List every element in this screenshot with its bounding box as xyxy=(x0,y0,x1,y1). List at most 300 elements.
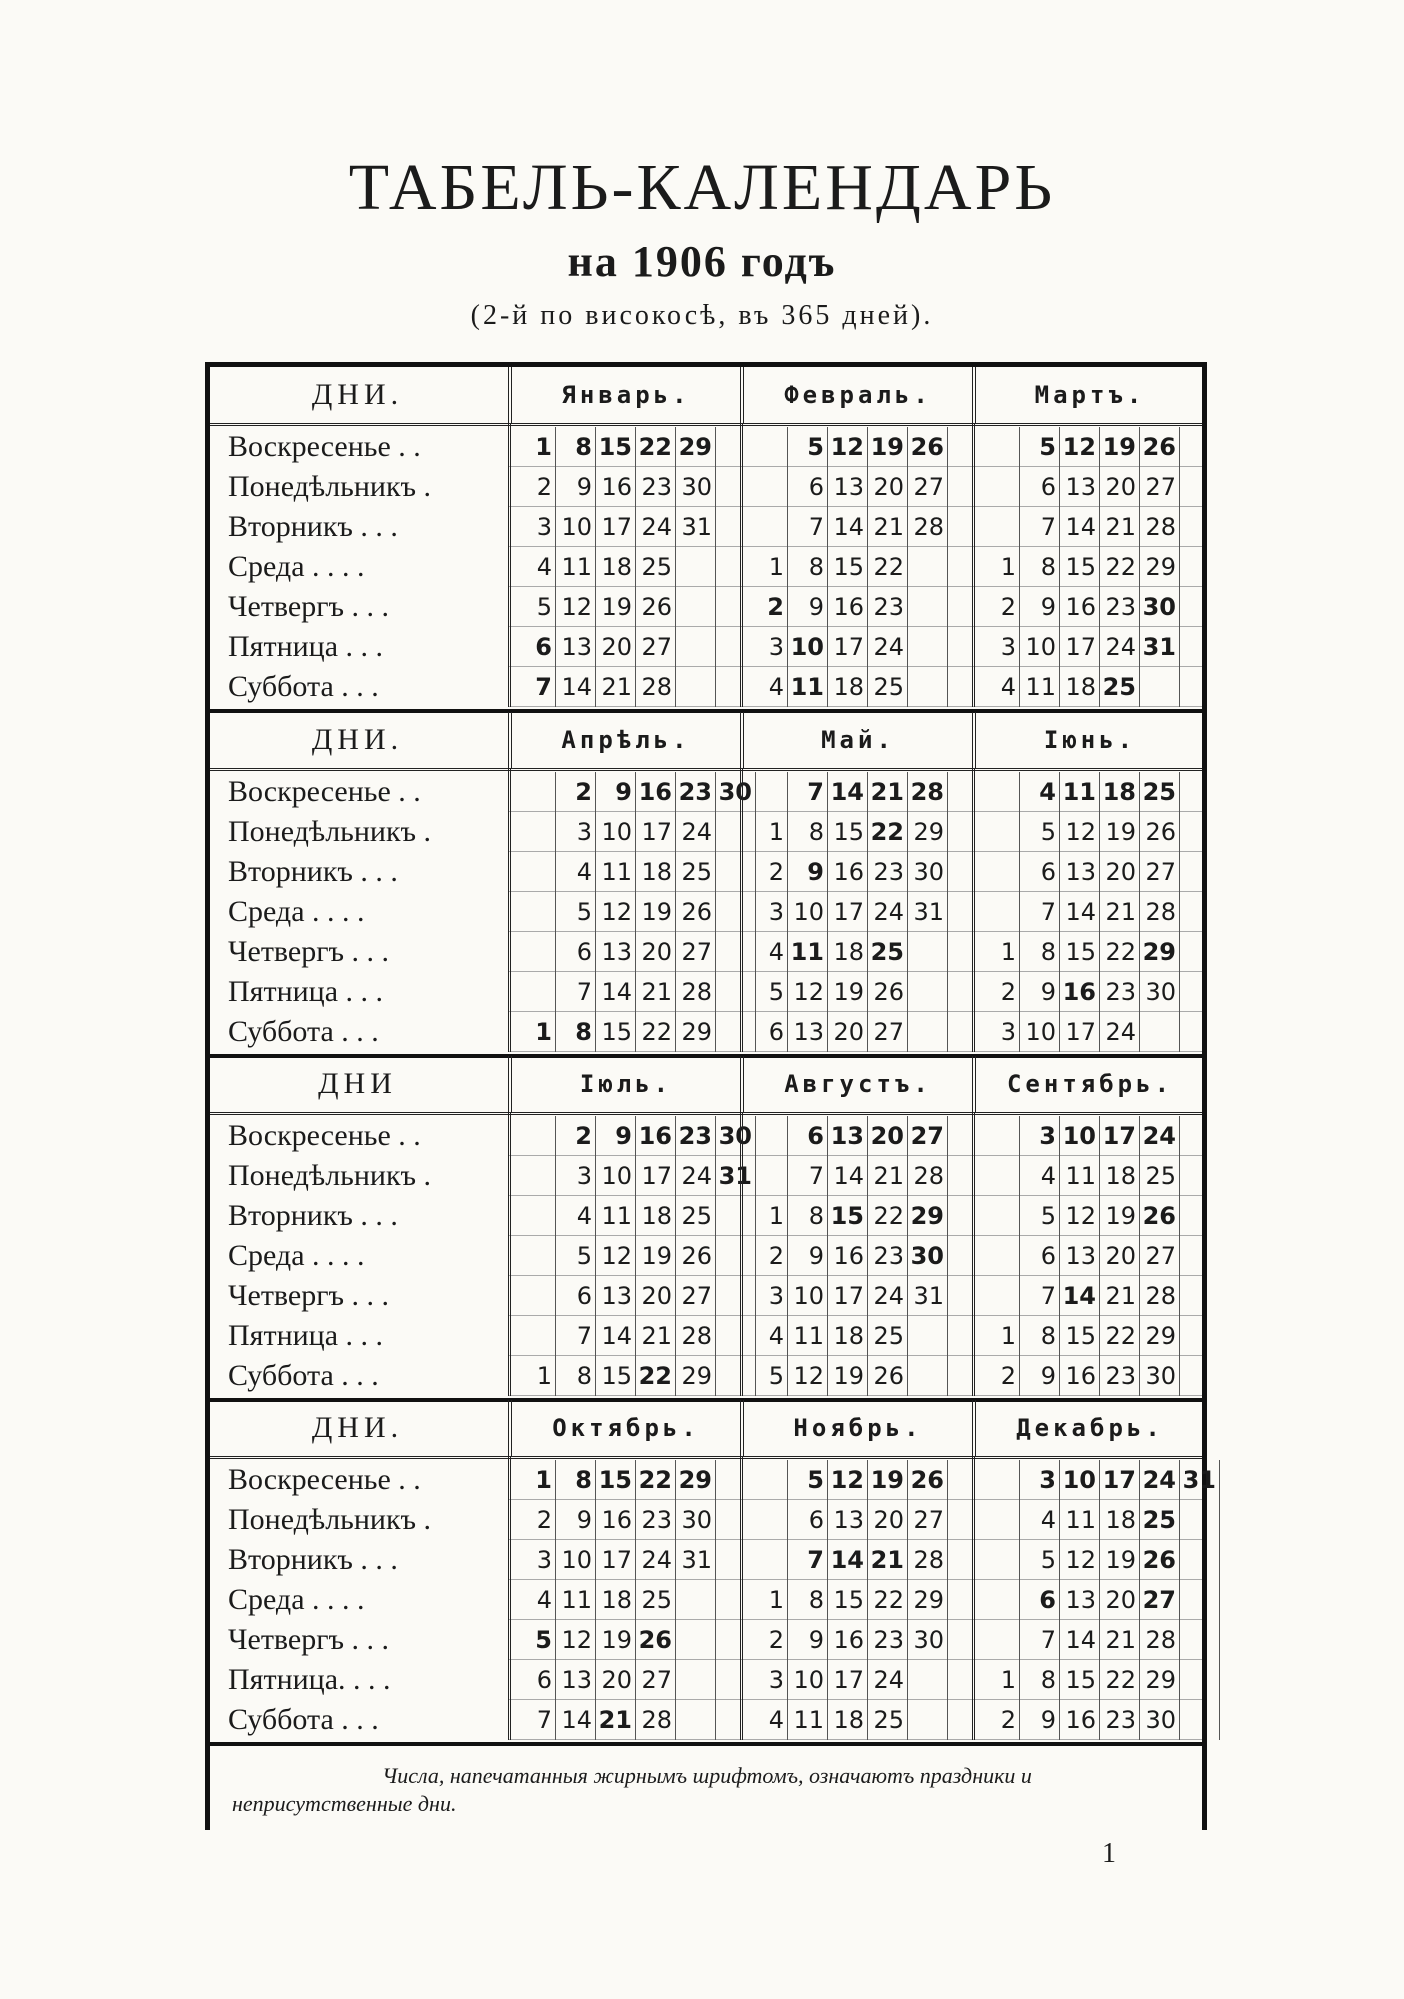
date-cell: 6 xyxy=(788,1500,828,1540)
date-cell: 27 xyxy=(676,1276,716,1316)
date-cell: 16 xyxy=(828,1236,868,1276)
page-subtitle: на 1906 годъ xyxy=(567,237,837,286)
quarter-body xyxy=(210,768,1202,1052)
date-cell: 1 xyxy=(980,547,1020,587)
date-cell: 12 xyxy=(788,1356,828,1396)
date-cell: 15 xyxy=(828,1196,868,1236)
date-cell: 2 xyxy=(748,1620,788,1660)
date-cell: 30 xyxy=(1140,1700,1180,1740)
date-cell xyxy=(1180,1620,1220,1660)
date-cell: 18 xyxy=(828,1316,868,1356)
date-cell: 12 xyxy=(596,892,636,932)
date-cell: 30 xyxy=(676,467,716,507)
day-name: Вторникъ . . . xyxy=(228,855,398,888)
date-cell xyxy=(748,772,788,812)
date-cell: 11 xyxy=(1060,772,1100,812)
date-cell: 10 xyxy=(596,812,636,852)
date-cell: 19 xyxy=(596,1620,636,1660)
date-cell: 5 xyxy=(556,1236,596,1276)
date-cell xyxy=(1180,1540,1220,1580)
date-cell: 27 xyxy=(868,1012,908,1052)
date-cell: 20 xyxy=(868,1500,908,1540)
quarter-header xyxy=(210,1056,1202,1115)
date-cell: 31 xyxy=(676,1540,716,1580)
date-cell: 22 xyxy=(1100,547,1140,587)
date-cell: 8 xyxy=(556,1012,596,1052)
date-cell: 11 xyxy=(556,547,596,587)
date-cell: 25 xyxy=(1140,772,1180,812)
date-cell xyxy=(1140,667,1180,707)
date-cell: 17 xyxy=(1100,1116,1140,1156)
date-cell: 26 xyxy=(636,1620,676,1660)
date-cell: 17 xyxy=(596,1540,636,1580)
page-number: 1 xyxy=(1102,1838,1116,1869)
date-cell: 7 xyxy=(556,1316,596,1356)
date-cell: 2 xyxy=(980,1700,1020,1740)
date-cell xyxy=(1180,1660,1220,1700)
date-cell: 21 xyxy=(596,1700,636,1740)
date-cell: 31 xyxy=(676,507,716,547)
date-cell: 17 xyxy=(1100,1460,1140,1500)
date-cell: 22 xyxy=(636,1012,676,1052)
date-cell: 1 xyxy=(516,1460,556,1500)
date-cell: 23 xyxy=(868,1620,908,1660)
date-cell: 15 xyxy=(828,547,868,587)
date-cell: 12 xyxy=(1060,1540,1100,1580)
date-cell: 20 xyxy=(1100,852,1140,892)
date-cell: 16 xyxy=(828,587,868,627)
date-cell: 17 xyxy=(636,1156,676,1196)
date-cell xyxy=(748,1116,788,1156)
date-cell xyxy=(980,1156,1020,1196)
date-cell: 25 xyxy=(676,852,716,892)
date-cell: 7 xyxy=(1020,1620,1060,1660)
date-cell: 20 xyxy=(596,1660,636,1700)
date-cell: 13 xyxy=(828,467,868,507)
date-cell: 4 xyxy=(1020,772,1060,812)
date-cell: 23 xyxy=(1100,972,1140,1012)
date-cell: 24 xyxy=(676,812,716,852)
date-cell: 25 xyxy=(1100,667,1140,707)
date-cell: 23 xyxy=(868,587,908,627)
date-cell: 24 xyxy=(868,892,908,932)
date-cell xyxy=(748,1540,788,1580)
date-cell: 30 xyxy=(716,1116,756,1156)
date-cell: 13 xyxy=(596,1276,636,1316)
date-cell: 12 xyxy=(556,587,596,627)
date-cell: 6 xyxy=(516,1660,556,1700)
date-cell: 4 xyxy=(1020,1156,1060,1196)
date-cell: 26 xyxy=(676,892,716,932)
date-cell: 21 xyxy=(1100,892,1140,932)
date-cell: 25 xyxy=(868,932,908,972)
date-cell: 3 xyxy=(556,1156,596,1196)
date-cell: 2 xyxy=(556,772,596,812)
date-cell: 4 xyxy=(748,667,788,707)
date-cell: 2 xyxy=(980,972,1020,1012)
date-cell xyxy=(1180,1580,1220,1620)
date-cell: 13 xyxy=(556,627,596,667)
date-cell: 19 xyxy=(868,427,908,467)
date-cell: 21 xyxy=(1100,1276,1140,1316)
date-cell xyxy=(676,1620,716,1660)
date-cell: 13 xyxy=(1060,1580,1100,1620)
date-cell: 26 xyxy=(908,427,948,467)
date-cell: 12 xyxy=(596,1236,636,1276)
date-cell: 15 xyxy=(596,1012,636,1052)
month-separator xyxy=(972,423,975,707)
date-cell: 3 xyxy=(1020,1116,1060,1156)
date-cell xyxy=(516,1236,556,1276)
date-cell: 6 xyxy=(1020,852,1060,892)
date-cell: 24 xyxy=(1100,627,1140,667)
date-cell: 16 xyxy=(1060,587,1100,627)
date-cell xyxy=(676,667,716,707)
date-cell: 8 xyxy=(556,427,596,467)
date-cell: 1 xyxy=(748,1580,788,1620)
date-cell: 6 xyxy=(1020,467,1060,507)
date-cell: 17 xyxy=(828,1660,868,1700)
date-cell: 4 xyxy=(748,932,788,972)
date-cell xyxy=(980,812,1020,852)
date-cell: 5 xyxy=(788,427,828,467)
date-cell: 3 xyxy=(556,812,596,852)
date-cell: 11 xyxy=(1060,1500,1100,1540)
day-name: Среда . . . . xyxy=(228,1239,365,1272)
date-cell: 27 xyxy=(1140,467,1180,507)
date-cell: 7 xyxy=(788,507,828,547)
date-cell: 29 xyxy=(676,427,716,467)
date-cell: 17 xyxy=(1060,627,1100,667)
date-cell: 21 xyxy=(868,1540,908,1580)
date-cell: 26 xyxy=(636,587,676,627)
date-cell xyxy=(676,547,716,587)
day-name: Четвергъ . . . xyxy=(228,1279,390,1312)
date-cell: 14 xyxy=(1060,1620,1100,1660)
date-cell: 20 xyxy=(868,1116,908,1156)
date-cell: 28 xyxy=(908,772,948,812)
block-rule xyxy=(210,1742,1202,1746)
month-separator xyxy=(508,768,511,1052)
date-cell: 10 xyxy=(1020,627,1060,667)
date-cell: 20 xyxy=(636,1276,676,1316)
date-cell: 9 xyxy=(788,1620,828,1660)
date-cell xyxy=(676,1700,716,1740)
date-cell: 23 xyxy=(868,852,908,892)
date-cell: 12 xyxy=(556,1620,596,1660)
date-cell: 20 xyxy=(636,932,676,972)
quarter-block xyxy=(210,367,1202,709)
date-cell: 30 xyxy=(908,852,948,892)
month-separator xyxy=(740,768,743,1052)
month-separator xyxy=(972,768,975,1052)
quarter-body xyxy=(210,1112,1202,1396)
month-name: Апрѣль. xyxy=(508,712,740,768)
date-cell: 31 xyxy=(908,892,948,932)
date-cell: 15 xyxy=(1060,1660,1100,1700)
day-name: Понедѣльникъ . xyxy=(228,1503,432,1536)
month-name: Октябрь. xyxy=(508,1400,740,1456)
date-cell: 11 xyxy=(1020,667,1060,707)
date-cell: 17 xyxy=(636,812,676,852)
date-cell: 28 xyxy=(1140,507,1180,547)
date-cell: 28 xyxy=(1140,892,1180,932)
date-cell: 27 xyxy=(1140,1236,1180,1276)
date-cell xyxy=(516,1196,556,1236)
date-cell xyxy=(516,1156,556,1196)
date-cell xyxy=(676,1580,716,1620)
date-cell xyxy=(676,627,716,667)
date-cell: 31 xyxy=(1180,1460,1220,1500)
date-cell: 14 xyxy=(556,667,596,707)
date-cell: 4 xyxy=(516,547,556,587)
date-cell: 18 xyxy=(1100,1156,1140,1196)
date-cell: 19 xyxy=(636,892,676,932)
date-cell: 14 xyxy=(1060,1276,1100,1316)
date-cell: 22 xyxy=(868,1196,908,1236)
date-cell: 26 xyxy=(868,972,908,1012)
date-cell: 9 xyxy=(1020,1356,1060,1396)
date-cell: 24 xyxy=(676,1156,716,1196)
date-cell: 17 xyxy=(828,892,868,932)
month-separator xyxy=(508,423,511,707)
date-cell: 18 xyxy=(1100,772,1140,812)
date-cell: 29 xyxy=(1140,1316,1180,1356)
date-cell: 12 xyxy=(788,972,828,1012)
month-name: Февраль. xyxy=(740,367,972,423)
date-cell: 23 xyxy=(1100,1700,1140,1740)
day-name: Суббота . . . xyxy=(228,1015,379,1048)
date-cell: 15 xyxy=(596,1460,636,1500)
date-cell: 4 xyxy=(516,1580,556,1620)
date-cell: 9 xyxy=(788,852,828,892)
date-cell: 31 xyxy=(908,1276,948,1316)
date-cell: 6 xyxy=(556,932,596,972)
date-cell xyxy=(748,427,788,467)
date-cell xyxy=(980,1580,1020,1620)
date-cell: 1 xyxy=(980,1316,1020,1356)
date-cell: 1 xyxy=(980,1660,1020,1700)
date-cell: 23 xyxy=(1100,587,1140,627)
date-cell: 17 xyxy=(1060,1012,1100,1052)
date-cell: 9 xyxy=(1020,587,1060,627)
date-cell: 31 xyxy=(1140,627,1180,667)
date-cell xyxy=(908,1660,948,1700)
date-cell: 2 xyxy=(748,852,788,892)
date-cell: 8 xyxy=(556,1460,596,1500)
date-cell: 29 xyxy=(1140,547,1180,587)
date-cell: 27 xyxy=(636,1660,676,1700)
date-cell: 29 xyxy=(1140,1660,1180,1700)
date-cell xyxy=(1180,1500,1220,1540)
date-cell: 9 xyxy=(596,772,636,812)
date-cell: 28 xyxy=(676,972,716,1012)
date-cell xyxy=(676,587,716,627)
day-name: Четвергъ . . . xyxy=(228,1623,390,1656)
date-cell: 3 xyxy=(748,892,788,932)
date-cell: 1 xyxy=(980,932,1020,972)
date-cell: 1 xyxy=(516,1356,556,1396)
date-cell xyxy=(748,467,788,507)
date-cell: 7 xyxy=(516,1700,556,1740)
date-cell: 29 xyxy=(676,1460,716,1500)
date-cell: 23 xyxy=(676,1116,716,1156)
date-cell: 18 xyxy=(596,1580,636,1620)
date-cell: 27 xyxy=(908,467,948,507)
date-cell: 25 xyxy=(868,1700,908,1740)
date-cell: 28 xyxy=(636,1700,676,1740)
date-cell: 27 xyxy=(676,932,716,972)
day-name: Среда . . . . xyxy=(228,1583,365,1616)
date-cell: 20 xyxy=(868,467,908,507)
date-cell: 26 xyxy=(908,1460,948,1500)
footnote-line-1: Числа, напечатанныя жирнымъ шрифтомъ, означаютъ праздники и xyxy=(382,1763,1032,1788)
date-cell: 14 xyxy=(556,1700,596,1740)
date-cell: 9 xyxy=(788,587,828,627)
date-cell: 13 xyxy=(788,1012,828,1052)
date-cell: 3 xyxy=(516,507,556,547)
date-cell: 14 xyxy=(1060,507,1100,547)
date-cell: 17 xyxy=(596,507,636,547)
date-cell: 24 xyxy=(636,507,676,547)
date-cell: 10 xyxy=(556,507,596,547)
date-cell: 15 xyxy=(828,1580,868,1620)
day-name: Среда . . . . xyxy=(228,895,365,928)
date-cell xyxy=(980,1196,1020,1236)
date-cell: 13 xyxy=(828,1116,868,1156)
day-name: Воскресенье . . xyxy=(228,1119,421,1152)
date-cell: 7 xyxy=(1020,892,1060,932)
date-cell: 6 xyxy=(748,1012,788,1052)
date-cell: 13 xyxy=(1060,1236,1100,1276)
date-cell: 26 xyxy=(1140,1196,1180,1236)
date-cell: 19 xyxy=(868,1460,908,1500)
date-cell: 2 xyxy=(516,1500,556,1540)
date-cell: 10 xyxy=(1060,1116,1100,1156)
date-cell: 9 xyxy=(596,1116,636,1156)
date-cell: 16 xyxy=(1060,1356,1100,1396)
month-separator xyxy=(740,423,743,707)
month-name: Августъ. xyxy=(740,1056,972,1112)
date-cell: 28 xyxy=(636,667,676,707)
day-name: Суббота . . . xyxy=(228,1703,379,1736)
date-cell: 6 xyxy=(788,467,828,507)
date-cell: 29 xyxy=(908,1196,948,1236)
date-cell: 14 xyxy=(828,1156,868,1196)
day-name: Суббота . . . xyxy=(228,670,379,703)
date-cell: 7 xyxy=(516,667,556,707)
quarter-header xyxy=(210,367,1202,426)
date-cell: 5 xyxy=(1020,427,1060,467)
date-cell: 3 xyxy=(980,1012,1020,1052)
date-cell xyxy=(516,852,556,892)
date-cell xyxy=(908,972,948,1012)
date-cell: 7 xyxy=(1020,507,1060,547)
date-cell xyxy=(748,507,788,547)
date-cell: 6 xyxy=(556,1276,596,1316)
date-cell: 7 xyxy=(788,1156,828,1196)
day-name: Пятница . . . xyxy=(228,975,384,1008)
day-name: Четвергъ . . . xyxy=(228,935,390,968)
month-name: Декабрь. xyxy=(972,1400,1204,1456)
date-cell: 25 xyxy=(868,667,908,707)
date-cell xyxy=(748,1500,788,1540)
date-cell: 16 xyxy=(828,852,868,892)
date-cell: 22 xyxy=(636,1356,676,1396)
date-cell: 10 xyxy=(1060,1460,1100,1500)
date-cell: 22 xyxy=(868,812,908,852)
date-cell: 5 xyxy=(1020,1540,1060,1580)
date-cell: 18 xyxy=(636,1196,676,1236)
date-cell xyxy=(980,467,1020,507)
date-cell: 29 xyxy=(676,1356,716,1396)
date-cell: 16 xyxy=(1060,972,1100,1012)
date-cell xyxy=(980,507,1020,547)
date-cell: 8 xyxy=(788,1196,828,1236)
date-cell: 6 xyxy=(516,627,556,667)
date-cell: 28 xyxy=(908,1156,948,1196)
date-cell: 1 xyxy=(748,547,788,587)
date-cell xyxy=(980,1620,1020,1660)
date-cell: 10 xyxy=(556,1540,596,1580)
date-cell: 17 xyxy=(828,627,868,667)
date-cell xyxy=(980,427,1020,467)
date-cell: 30 xyxy=(1140,972,1180,1012)
date-cell: 21 xyxy=(868,507,908,547)
date-cell: 7 xyxy=(556,972,596,1012)
date-cell: 19 xyxy=(596,587,636,627)
date-cell: 18 xyxy=(828,932,868,972)
date-cell: 10 xyxy=(596,1156,636,1196)
quarter-body xyxy=(210,423,1202,707)
date-cell: 12 xyxy=(1060,427,1100,467)
date-cell: 9 xyxy=(1020,972,1060,1012)
date-cell: 24 xyxy=(1100,1012,1140,1052)
date-cell: 25 xyxy=(636,547,676,587)
date-cell: 16 xyxy=(596,467,636,507)
date-cell xyxy=(908,627,948,667)
date-cell: 22 xyxy=(1100,1660,1140,1700)
date-cell: 24 xyxy=(868,627,908,667)
date-cell xyxy=(516,1316,556,1356)
date-cell: 29 xyxy=(676,1012,716,1052)
date-cell: 3 xyxy=(980,627,1020,667)
date-cell: 19 xyxy=(1100,427,1140,467)
days-header: ДНИ. xyxy=(311,723,404,756)
date-cell: 28 xyxy=(908,1540,948,1580)
date-cell: 19 xyxy=(828,1356,868,1396)
month-separator xyxy=(508,1456,511,1740)
month-separator xyxy=(508,1112,511,1396)
date-cell: 10 xyxy=(788,627,828,667)
date-cell: 30 xyxy=(716,772,756,812)
month-name: Сентябрь. xyxy=(972,1056,1204,1112)
date-cell: 15 xyxy=(596,1356,636,1396)
date-cell: 2 xyxy=(556,1116,596,1156)
day-name: Понедѣльникъ . xyxy=(228,470,432,503)
date-cell: 22 xyxy=(636,1460,676,1500)
date-cell: 6 xyxy=(1020,1580,1060,1620)
date-cell: 8 xyxy=(1020,1316,1060,1356)
date-cell: 14 xyxy=(828,507,868,547)
month-name: Мартъ. xyxy=(972,367,1204,423)
month-separator xyxy=(972,1112,975,1396)
day-name: Четвергъ . . . xyxy=(228,590,390,623)
date-cell: 5 xyxy=(516,587,556,627)
date-cell: 4 xyxy=(1020,1500,1060,1540)
date-cell xyxy=(908,587,948,627)
date-cell xyxy=(1180,1700,1220,1740)
